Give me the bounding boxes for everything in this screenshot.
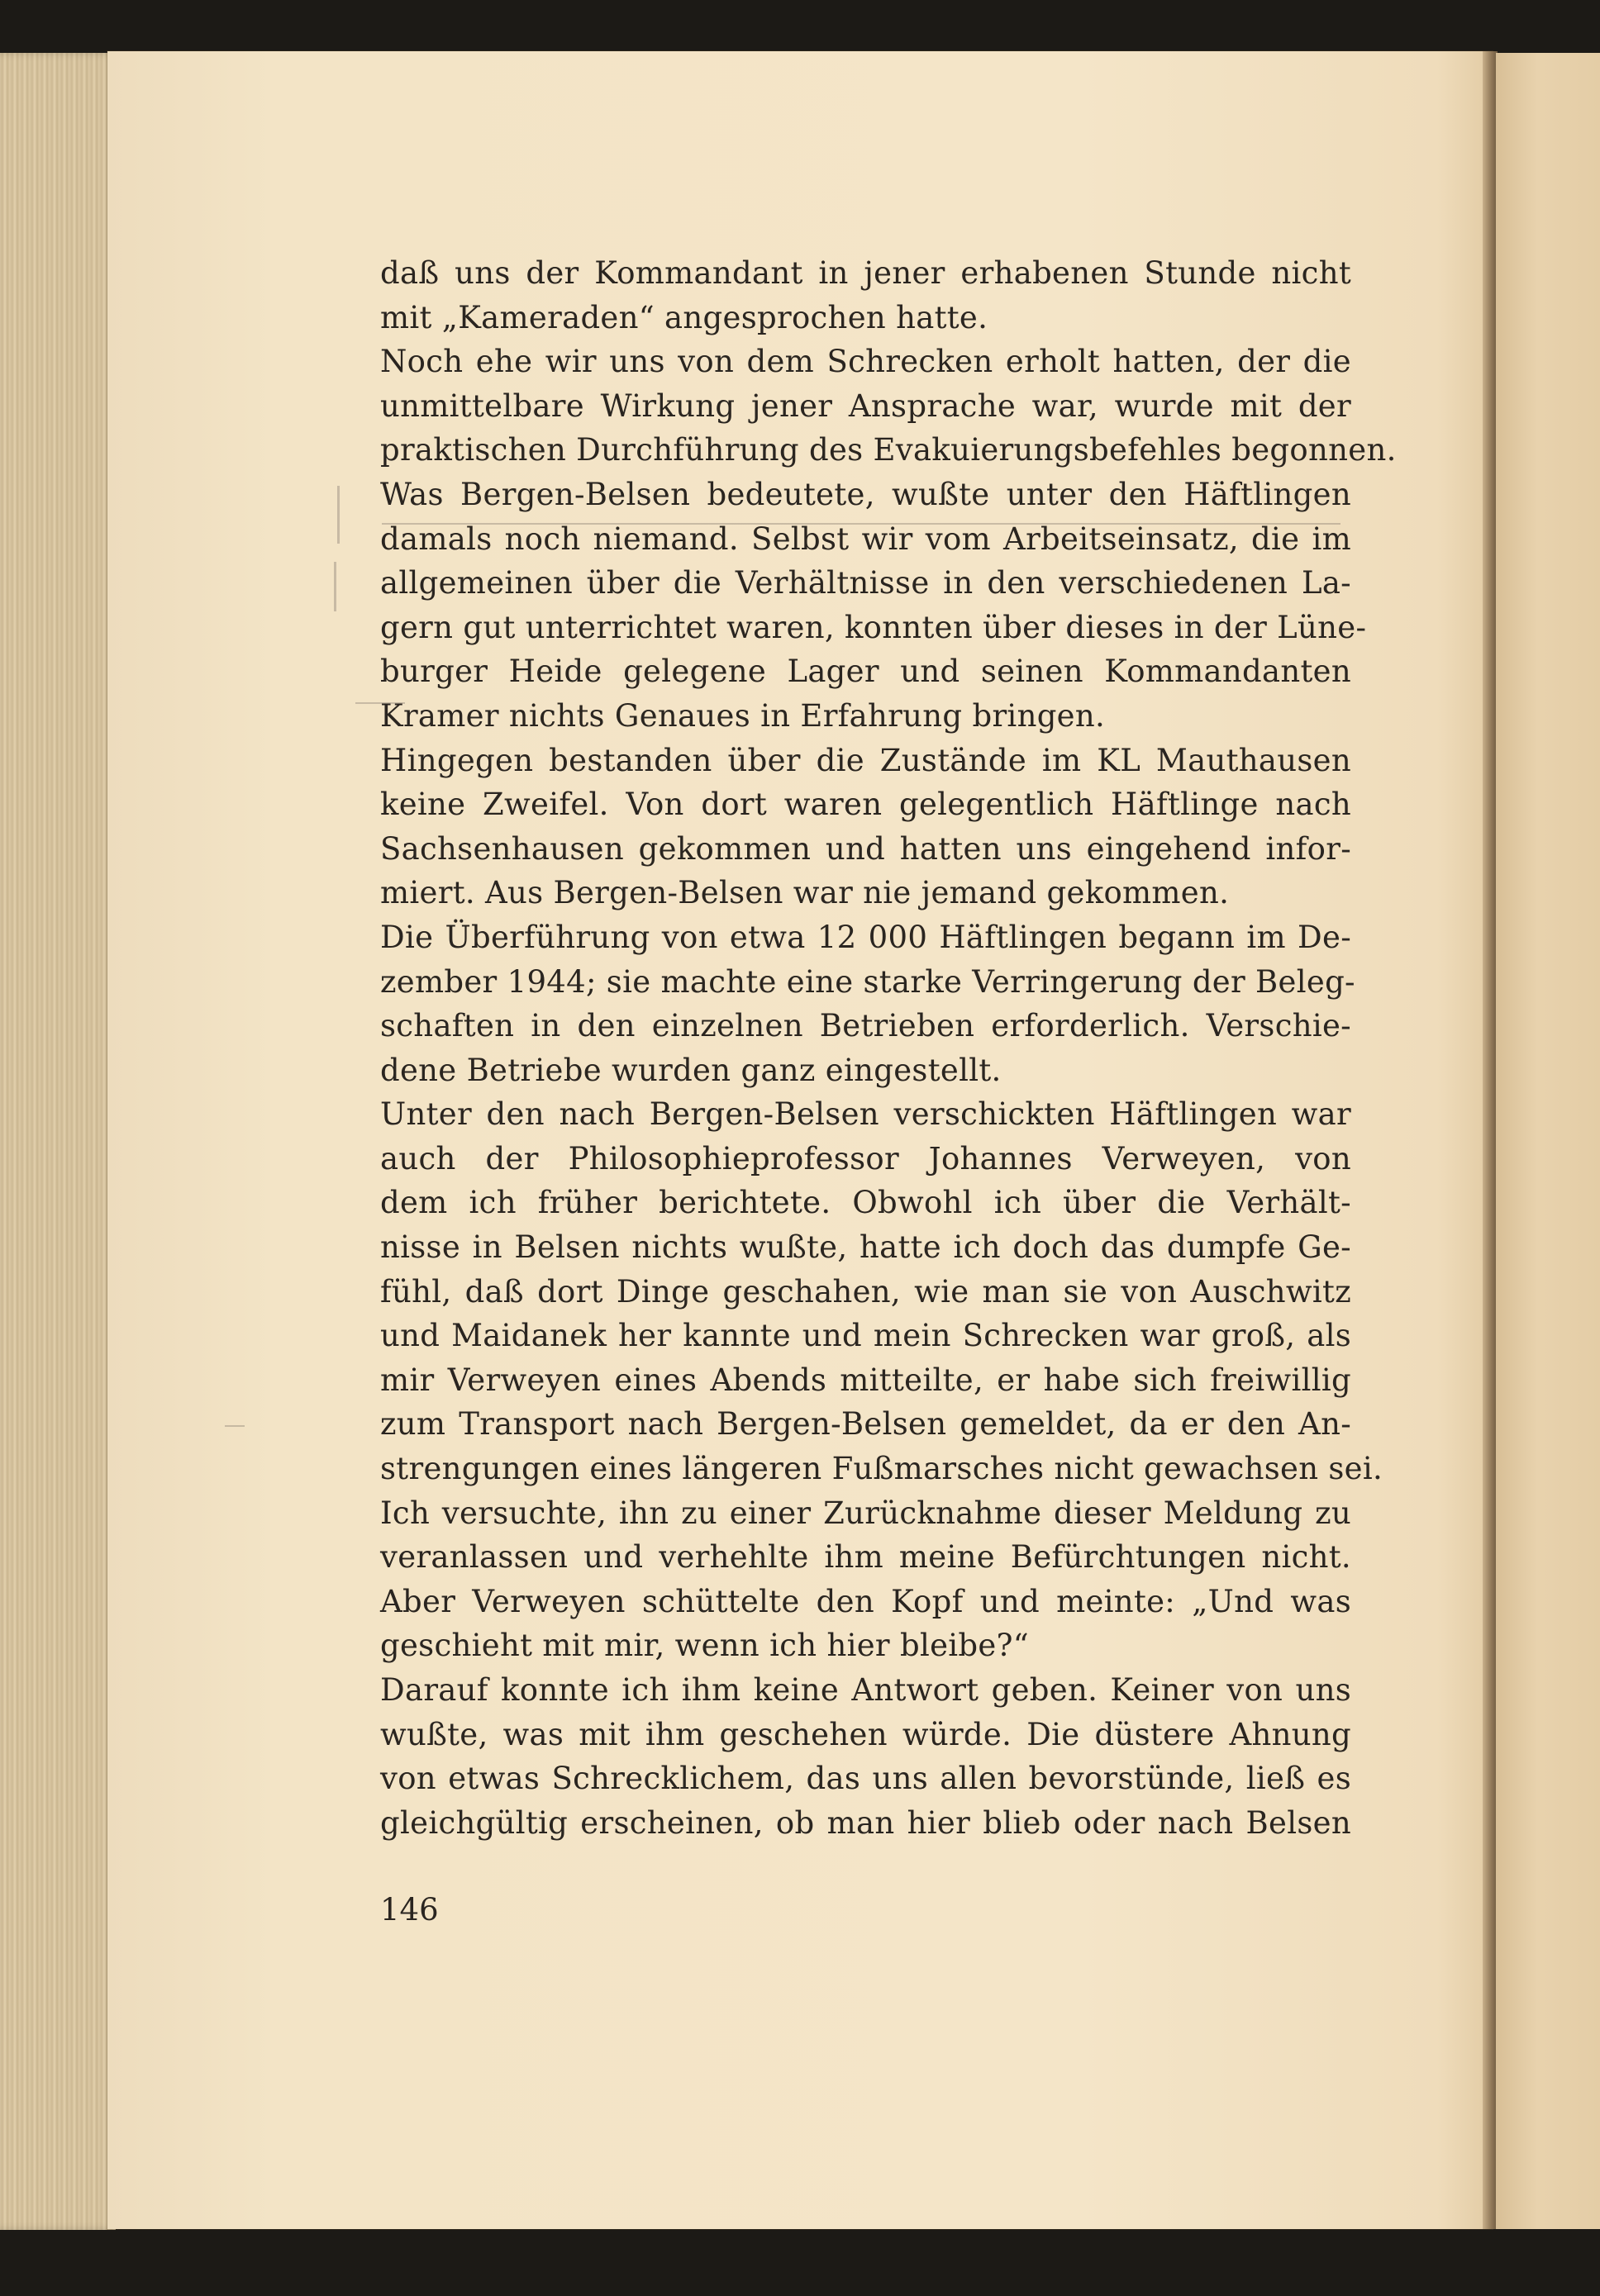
text-line: mir Verweyen eines Abends mitteilte, er habe sich freiwillig xyxy=(380,1362,1351,1398)
page-number: 146 xyxy=(380,1892,439,1928)
text-line: gern gut unterrichtet waren, konnten über dieses in der Lüne- xyxy=(380,609,1367,645)
text-line: Was Bergen-Belsen bedeutete, wußte unter den Häftlingen xyxy=(380,476,1351,512)
text-line: allgemeinen über die Verhältnisse in den verschiedenen La- xyxy=(380,565,1351,601)
text-line: nisse in Belsen nichts wußte, hatte ich doch das dumpfe Ge- xyxy=(380,1229,1351,1266)
text-line: dene Betriebe wurden ganz eingestellt. xyxy=(380,1052,1002,1088)
text-line: schaften in den einzelnen Betrieben erforderlich. Verschie- xyxy=(380,1008,1351,1044)
text-line: daß uns der Kommandant in jener erhabenen Stunde nicht xyxy=(380,255,1351,291)
text-line: geschieht mit mir, wenn ich hier bleibe?“ xyxy=(380,1628,1029,1664)
text-line: strengungen eines längeren Fußmarsches nicht gewachsen sei. xyxy=(380,1451,1383,1487)
text-line: auch der Philosophieprofessor Johannes Verweyen, von xyxy=(380,1140,1351,1177)
text-line: von etwas Schrecklichem, das uns allen bevorstünde, ließ es xyxy=(380,1761,1351,1797)
text-line: zember 1944; sie machte eine starke Verringerung der Beleg- xyxy=(380,963,1355,1000)
text-line: Sachsenhausen gekommen und hatten uns eingehend infor- xyxy=(380,830,1351,867)
text-line: Noch ehe wir uns von dem Schrecken erholt hatten, der die xyxy=(380,344,1351,380)
pencil-mark xyxy=(337,486,340,544)
text-line: Hingegen bestanden über die Zustände im KL Mauthausen xyxy=(380,742,1351,778)
text-line: Ich versuchte, ihn zu einer Zurücknahme dieser Meldung zu xyxy=(380,1495,1351,1531)
pencil-mark xyxy=(334,562,336,611)
text-line: gleichgültig erscheinen, ob man hier blieb oder nach Belsen xyxy=(380,1804,1351,1841)
text-line: Die Überführung von etwa 12 000 Häftlingen begann im De- xyxy=(380,919,1351,955)
text-line: wußte, was mit ihm geschehen würde. Die düstere Ahnung xyxy=(380,1716,1351,1752)
page-edges xyxy=(0,53,116,2230)
text-line: und Maidanek her kannte und mein Schrecken war groß, als xyxy=(380,1318,1351,1354)
pencil-mark xyxy=(225,1425,245,1427)
text-line: zum Transport nach Bergen-Belsen gemeldet, da er den An- xyxy=(380,1406,1351,1443)
facing-page-edge xyxy=(1496,53,1600,2229)
text-line: dem ich früher berichtete. Obwohl ich über die Verhält- xyxy=(380,1185,1351,1221)
text-line: keine Zweifel. Von dort waren gelegentlich Häftlinge nach xyxy=(380,787,1351,823)
text-line: mit „Kameraden“ angesprochen hatte. xyxy=(380,299,988,335)
text-line: unmittelbare Wirkung jener Ansprache war, wurde mit der xyxy=(380,387,1351,424)
text-line: Darauf konnte ich ihm keine Antwort geben. Keiner von uns xyxy=(380,1672,1351,1708)
text-line: Unter den nach Bergen-Belsen verschickten Häftlingen war xyxy=(380,1096,1351,1133)
text-line: miert. Aus Bergen-Belsen war nie jemand gekommen. xyxy=(380,875,1230,911)
text-line: burger Heide gelegene Lager und seinen Kommandanten xyxy=(380,654,1351,690)
text-line: Kramer nichts Genaues in Erfahrung bringen. xyxy=(380,697,1106,734)
text-line: fühl, daß dort Dinge geschahen, wie man sie von Auschwitz xyxy=(380,1273,1351,1310)
text-line: veranlassen und verhehlte ihm meine Befürchtungen nicht. xyxy=(380,1539,1351,1576)
text-line: damals noch niemand. Selbst wir vom Arbeitseinsatz, die im xyxy=(380,521,1351,557)
text-line: praktischen Durchführung des Evakuierungsbefehles begonnen. xyxy=(380,432,1397,468)
body-text xyxy=(380,251,1397,1845)
text-line: Aber Verweyen schüttelte den Kopf und meinte: „Und was xyxy=(380,1583,1351,1619)
